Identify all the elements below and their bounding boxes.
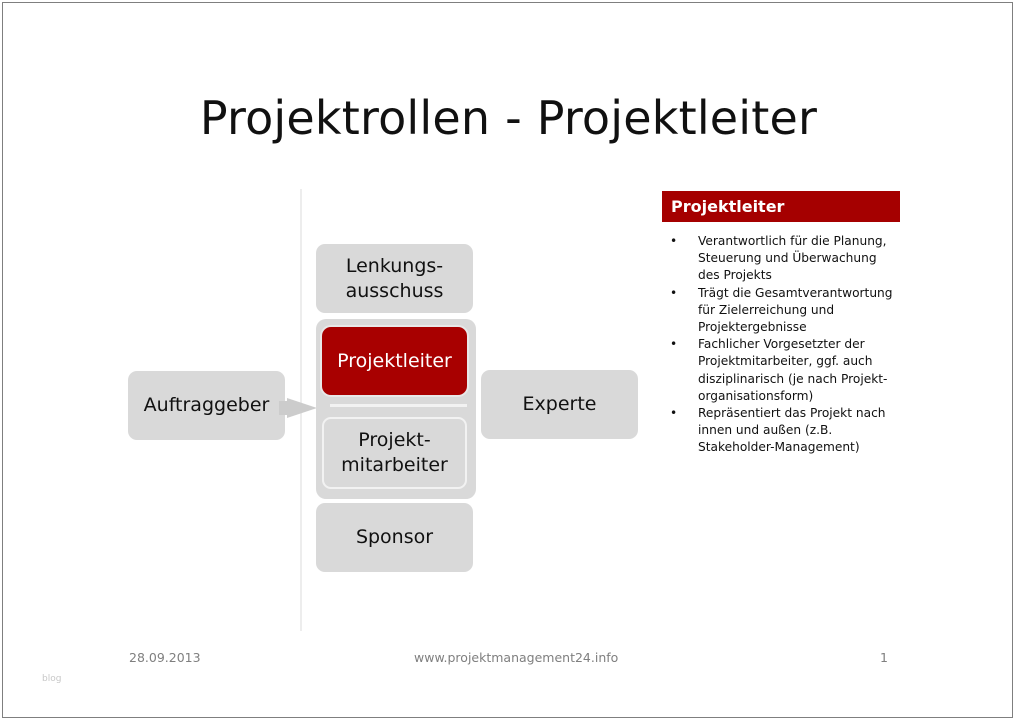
bullet-icon: • [670, 285, 678, 300]
list-item-line: organisationsform) [698, 388, 814, 403]
footer-url: www.projektmanagement24.info [414, 650, 619, 665]
experte-box [481, 370, 638, 439]
bullet-icon: • [670, 406, 678, 421]
arrow-right-icon [287, 398, 317, 418]
list-item [668, 405, 908, 457]
list-item-line: Repräsentiert das Projekt nach [698, 406, 886, 421]
lenkungsausschuss-box [316, 244, 473, 313]
list-item-line: Projektergebnisse [698, 320, 807, 335]
projektmitarbeiter-label-line1: Projekt- [358, 429, 431, 452]
list-item [668, 233, 908, 285]
list-item-line: Trägt die Gesamtverantwortung [698, 285, 893, 300]
panel-header: Projektleiter [662, 191, 900, 222]
watermark-text: blog [42, 674, 62, 684]
bullet-icon: • [670, 234, 678, 248]
auftraggeber-box [128, 371, 285, 440]
projektmitarbeiter-label-line2: mitarbeiter [341, 454, 448, 476]
sponsor-box [316, 503, 473, 572]
list-item-line: Verantwortlich für die Planung, [698, 234, 887, 248]
list-item-line: des Projekts [698, 268, 772, 283]
list-item-line: Projektmitarbeiter, ggf. auch [698, 354, 873, 369]
list-item-line: innen und außen (z.B. [698, 423, 833, 438]
auftraggeber-label: Auftraggeber [143, 394, 270, 417]
list-item-line: disziplinarisch (je nach Projekt- [698, 371, 888, 386]
list-item-line: Stakeholder-Management) [698, 440, 860, 455]
sponsor-label: Sponsor [355, 526, 434, 549]
slide-frame [2, 2, 1013, 718]
footer-date: 28.09.2013 [129, 650, 201, 665]
footer-page-number: 1 [880, 650, 888, 665]
bullet-icon: • [670, 337, 678, 352]
projektleiter-label: Projektleiter [337, 349, 452, 372]
experte-label: Experte [522, 393, 597, 416]
list-item-line: Steuerung und Überwachung [698, 251, 877, 266]
projektleiter-box [322, 327, 467, 395]
list-item [668, 336, 908, 405]
lenkungsausschuss-label-line1: Lenkungs- [345, 254, 444, 277]
list-item-line: für Zielerreichung und [698, 302, 835, 317]
list-item-line: Fachlicher Vorgesetzter der [698, 337, 865, 352]
projektmitarbeiter-box [322, 417, 467, 489]
list-item [668, 285, 908, 337]
group-separator [330, 404, 467, 407]
lenkungsausschuss-label-line2: ausschuss [345, 279, 444, 302]
slide-title: Projektrollen - Projektleiter [199, 91, 818, 145]
responsibility-list [668, 233, 908, 457]
